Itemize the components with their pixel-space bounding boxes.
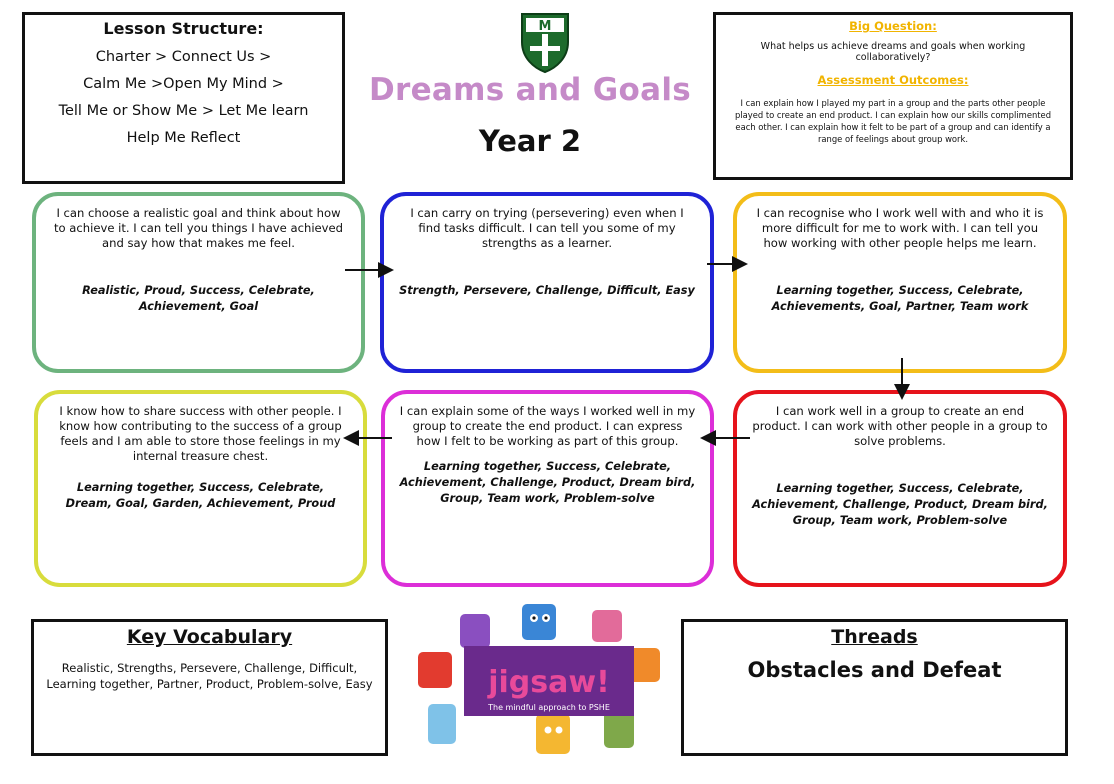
jigsaw-tagline: The mindful approach to PSHE (488, 703, 610, 712)
puzzle-piece-character-icon (418, 652, 452, 688)
year-heading: Year 2 (478, 124, 582, 158)
key-vocabulary-text: Realistic, Strengths, Persevere, Challenge, Difficult, Learning together, Partner, Product, Problem-solve, Easy (46, 661, 373, 691)
puzzle-piece-character-icon (522, 604, 556, 640)
jigsaw-logo (408, 596, 668, 776)
step-statement: I can recognise who I work well with and who it is more difficult for me to work with. I can tell you how working with other people helps me learn. (756, 206, 1044, 250)
lesson-structure-line: Calm Me >Open My Mind > (83, 76, 284, 92)
step-vocabulary: Learning together, Success, Celebrate, Achievement, Challenge, Product, Dream bird, Group, Team work, Problem-solve (399, 460, 696, 505)
lesson-structure-line: Tell Me or Show Me > Let Me learn (58, 103, 309, 119)
lesson-structure-title: Lesson Structure: (103, 19, 264, 38)
step-statement: I can explain some of the ways I worked well in my group to create the end product. I can express how I felt to be working as part of this group. (399, 404, 696, 448)
threads-text: Obstacles and Defeat (747, 658, 1002, 682)
step-vocabulary: Strength, Persevere, Challenge, Difficult, Easy (399, 284, 695, 297)
puzzle-piece-character-icon (428, 704, 456, 744)
step-statement: I can work well in a group to create an end product. I can work with other people in a group to solve problems. (752, 404, 1048, 448)
step-statement: I can carry on trying (persevering) even when I find tasks difficult. I can tell you some of my strengths as a learner. (410, 206, 684, 250)
assessment-outcomes-text: I can explain how I played my part in a group and the parts other people played to create an end product. I can explain how our skills complimented each other. I can explain how it felt to be part of a group and can identify a range of feelings about group work. (734, 98, 1052, 144)
page-title: Dreams and Goals (368, 72, 692, 108)
puzzle-piece-character-icon (536, 714, 570, 754)
key-vocabulary-box (31, 619, 388, 756)
step-vocabulary: Learning together, Success, Celebrate, Achievements, Goal, Partner, Team work (771, 284, 1029, 313)
threads-box (681, 619, 1068, 756)
threads-title: Threads (831, 626, 918, 648)
step-vocabulary: Learning together, Success, Celebrate, Dream, Goal, Garden, Achievement, Proud (65, 481, 336, 510)
step-statement: I know how to share success with other people. I know how contributing to the success of a group feels and I am able to store those feelings in my internal treasure chest. (59, 404, 342, 463)
lesson-structure-line: Help Me Reflect (126, 130, 241, 146)
puzzle-piece-character-icon (592, 610, 622, 642)
jigsaw-wordmark: jigsaw! (488, 665, 610, 700)
big-question-heading: Big Question: (849, 19, 937, 33)
assessment-outcomes-heading: Assessment Outcomes: (817, 73, 969, 87)
puzzle-piece-character-icon (460, 614, 490, 648)
step-vocabulary: Learning together, Success, Celebrate, Achievement, Challenge, Product, Dream bird, Group, Team work, Problem-solve (752, 482, 1048, 527)
lesson-structure-line: Charter > Connect Us > (95, 49, 272, 65)
step-vocabulary: Realistic, Proud, Success, Celebrate, Achievement, Goal (82, 284, 315, 313)
crest-letter: M (538, 19, 552, 34)
big-question-text: What helps us achieve dreams and goals when working collaboratively? (760, 41, 1026, 63)
step-statement: I can choose a realistic goal and think about how to achieve it. I can tell you things I have achieved and say how that makes me feel. (53, 206, 344, 250)
key-vocabulary-title: Key Vocabulary (126, 626, 293, 648)
